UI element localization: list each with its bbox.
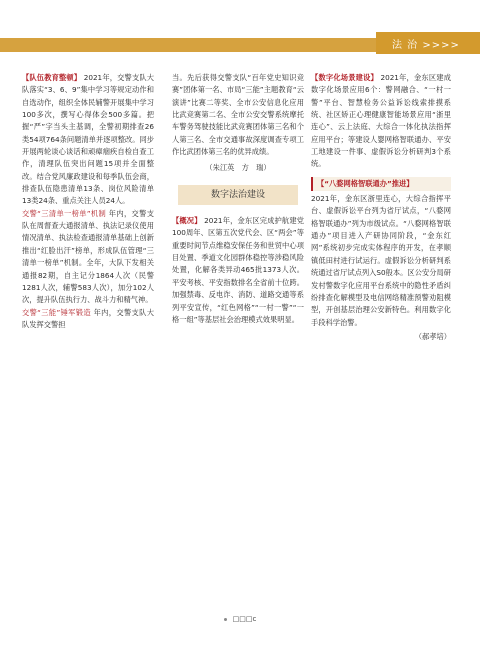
paragraph-text: 年内，交警支队在周督查大通报清单、执法记录仪使用情况清单、执法检查通报清单基础上创新推出“红脸出汗”榜单，形成队伍管理“三清单一榜单”机制。全年，大队下发相关通报82期，自主记分1864人次（民警1281人次，辅警583人次），加分102人次，提升队伍执行力、战斗力和精气神。 bbox=[22, 208, 154, 305]
paragraph-tag: 【队伍教育整顿】 bbox=[22, 73, 82, 82]
section-label: 法 治 >>>> bbox=[376, 32, 480, 54]
column-3 bbox=[311, 72, 451, 343]
paragraph bbox=[311, 72, 451, 171]
paragraph bbox=[22, 307, 154, 332]
paragraph-text: 2021年，金东区完成护航建党100周年、区第五次党代会、区“两会”等重要时间节点维稳安保任务和世贸中心项目处置、季道文化园群体稳控等涉稳风险处置，化解各类异动465批1373人次。平安考核、平安指数排名全省前十位跨。加强禁毒、反电诈、消防、道路交通等系列平安宣传，“红色网格”“一村一警”“一格一组”等基层社会治理模式效果明显。 bbox=[172, 216, 304, 324]
section-title: 数字法治建设 bbox=[178, 185, 298, 205]
paragraph bbox=[22, 208, 154, 307]
paragraph-text: 2021年，交警支队大队落实“3、6、9”集中学习等规定动作和自选动作，组织全体民辅警开展集中学习100多次，撰写心得体会500多篇。把握“严”字当头主基调，全警初期排查26类54项764条问题清单并逐项整改。同步开展两轮谈心谈话和顽瘴痼疾自检自查工作，清理队伍突出问题15项并全面整改。结合党风廉政建设和每季队伍会商，排查队伍隐患清单13条、岗位风险清单13类24条、重点关注人员24人。 bbox=[22, 73, 155, 206]
page-header bbox=[0, 0, 480, 56]
paragraph bbox=[172, 215, 304, 326]
paragraph-tag: 【数字化场景建设】 bbox=[311, 73, 378, 82]
author-credit: （郝孝培） bbox=[414, 331, 451, 341]
paragraph-tag: 【“八婺网格智联通办”推进】 bbox=[311, 177, 451, 191]
paragraph-text: 当。先后获得交警支队“百年党史知识竞赛”团体第一名、市局“三能”主题教育“云演讲”比赛二等奖、全市公安信息化应用比武竞赛第二名、全市公安交警系统摩托车警务驾驶技能比武竞赛团体第三名和个人第三名、全市交通事故深度调查专项工作比武团体第三名的优异成绩。 bbox=[172, 73, 304, 157]
paragraph-text: 2021年，金东区浙里连心，大综合指挥平台、虚假诉讼平台列为省厅试点，“八婺网格智联通办”列为市级试点。“八婺网格智联通办”项目进入产研协同阶段，“金东红网”系统初步完成实体程序的开发，在孝顺镇低田村进行试运行。虚假诉讼分析研判系统通过省厅试点列入S0般本。区公安分局研发村警数字化应用平台系统中的隐性矛盾纠纷排查化解模型及电信网络精准预警劝阻模型，开创基层治理公安新特色。利用数字化手段科学治警。 bbox=[311, 194, 451, 327]
column-1 bbox=[22, 72, 154, 331]
paragraph bbox=[311, 193, 451, 329]
paragraph bbox=[172, 72, 304, 158]
bullet-icon bbox=[224, 618, 227, 621]
subheading: 交警“三能”锤军锻造 bbox=[22, 307, 91, 317]
subheading: 交警“三清单一榜单”机制 bbox=[22, 208, 107, 218]
paragraph-tag: 【概况】 bbox=[172, 216, 202, 226]
paragraph-text: 2021年，金东区建成数字化场景应用6个：警网融合、“一村一警”平台、智慧检务公益诉讼线索排摸系统、社区矫正心理健康智能场景应用“浙里连心”、云上法庭、大综合一体化执法指挥应用平台；等建设人婴网格智联通办、平安工地建设一件事、虚假诉讼分析研判3个系统。 bbox=[311, 73, 451, 169]
page-footer bbox=[0, 615, 480, 623]
paragraph-text: 年内，交警支队大队发挥交警担 bbox=[22, 307, 154, 329]
paragraph bbox=[22, 72, 154, 208]
page-number: □□□c bbox=[232, 615, 257, 623]
author-credit: （朱江英 方 瑞） bbox=[205, 163, 271, 173]
column-2 bbox=[172, 72, 304, 326]
